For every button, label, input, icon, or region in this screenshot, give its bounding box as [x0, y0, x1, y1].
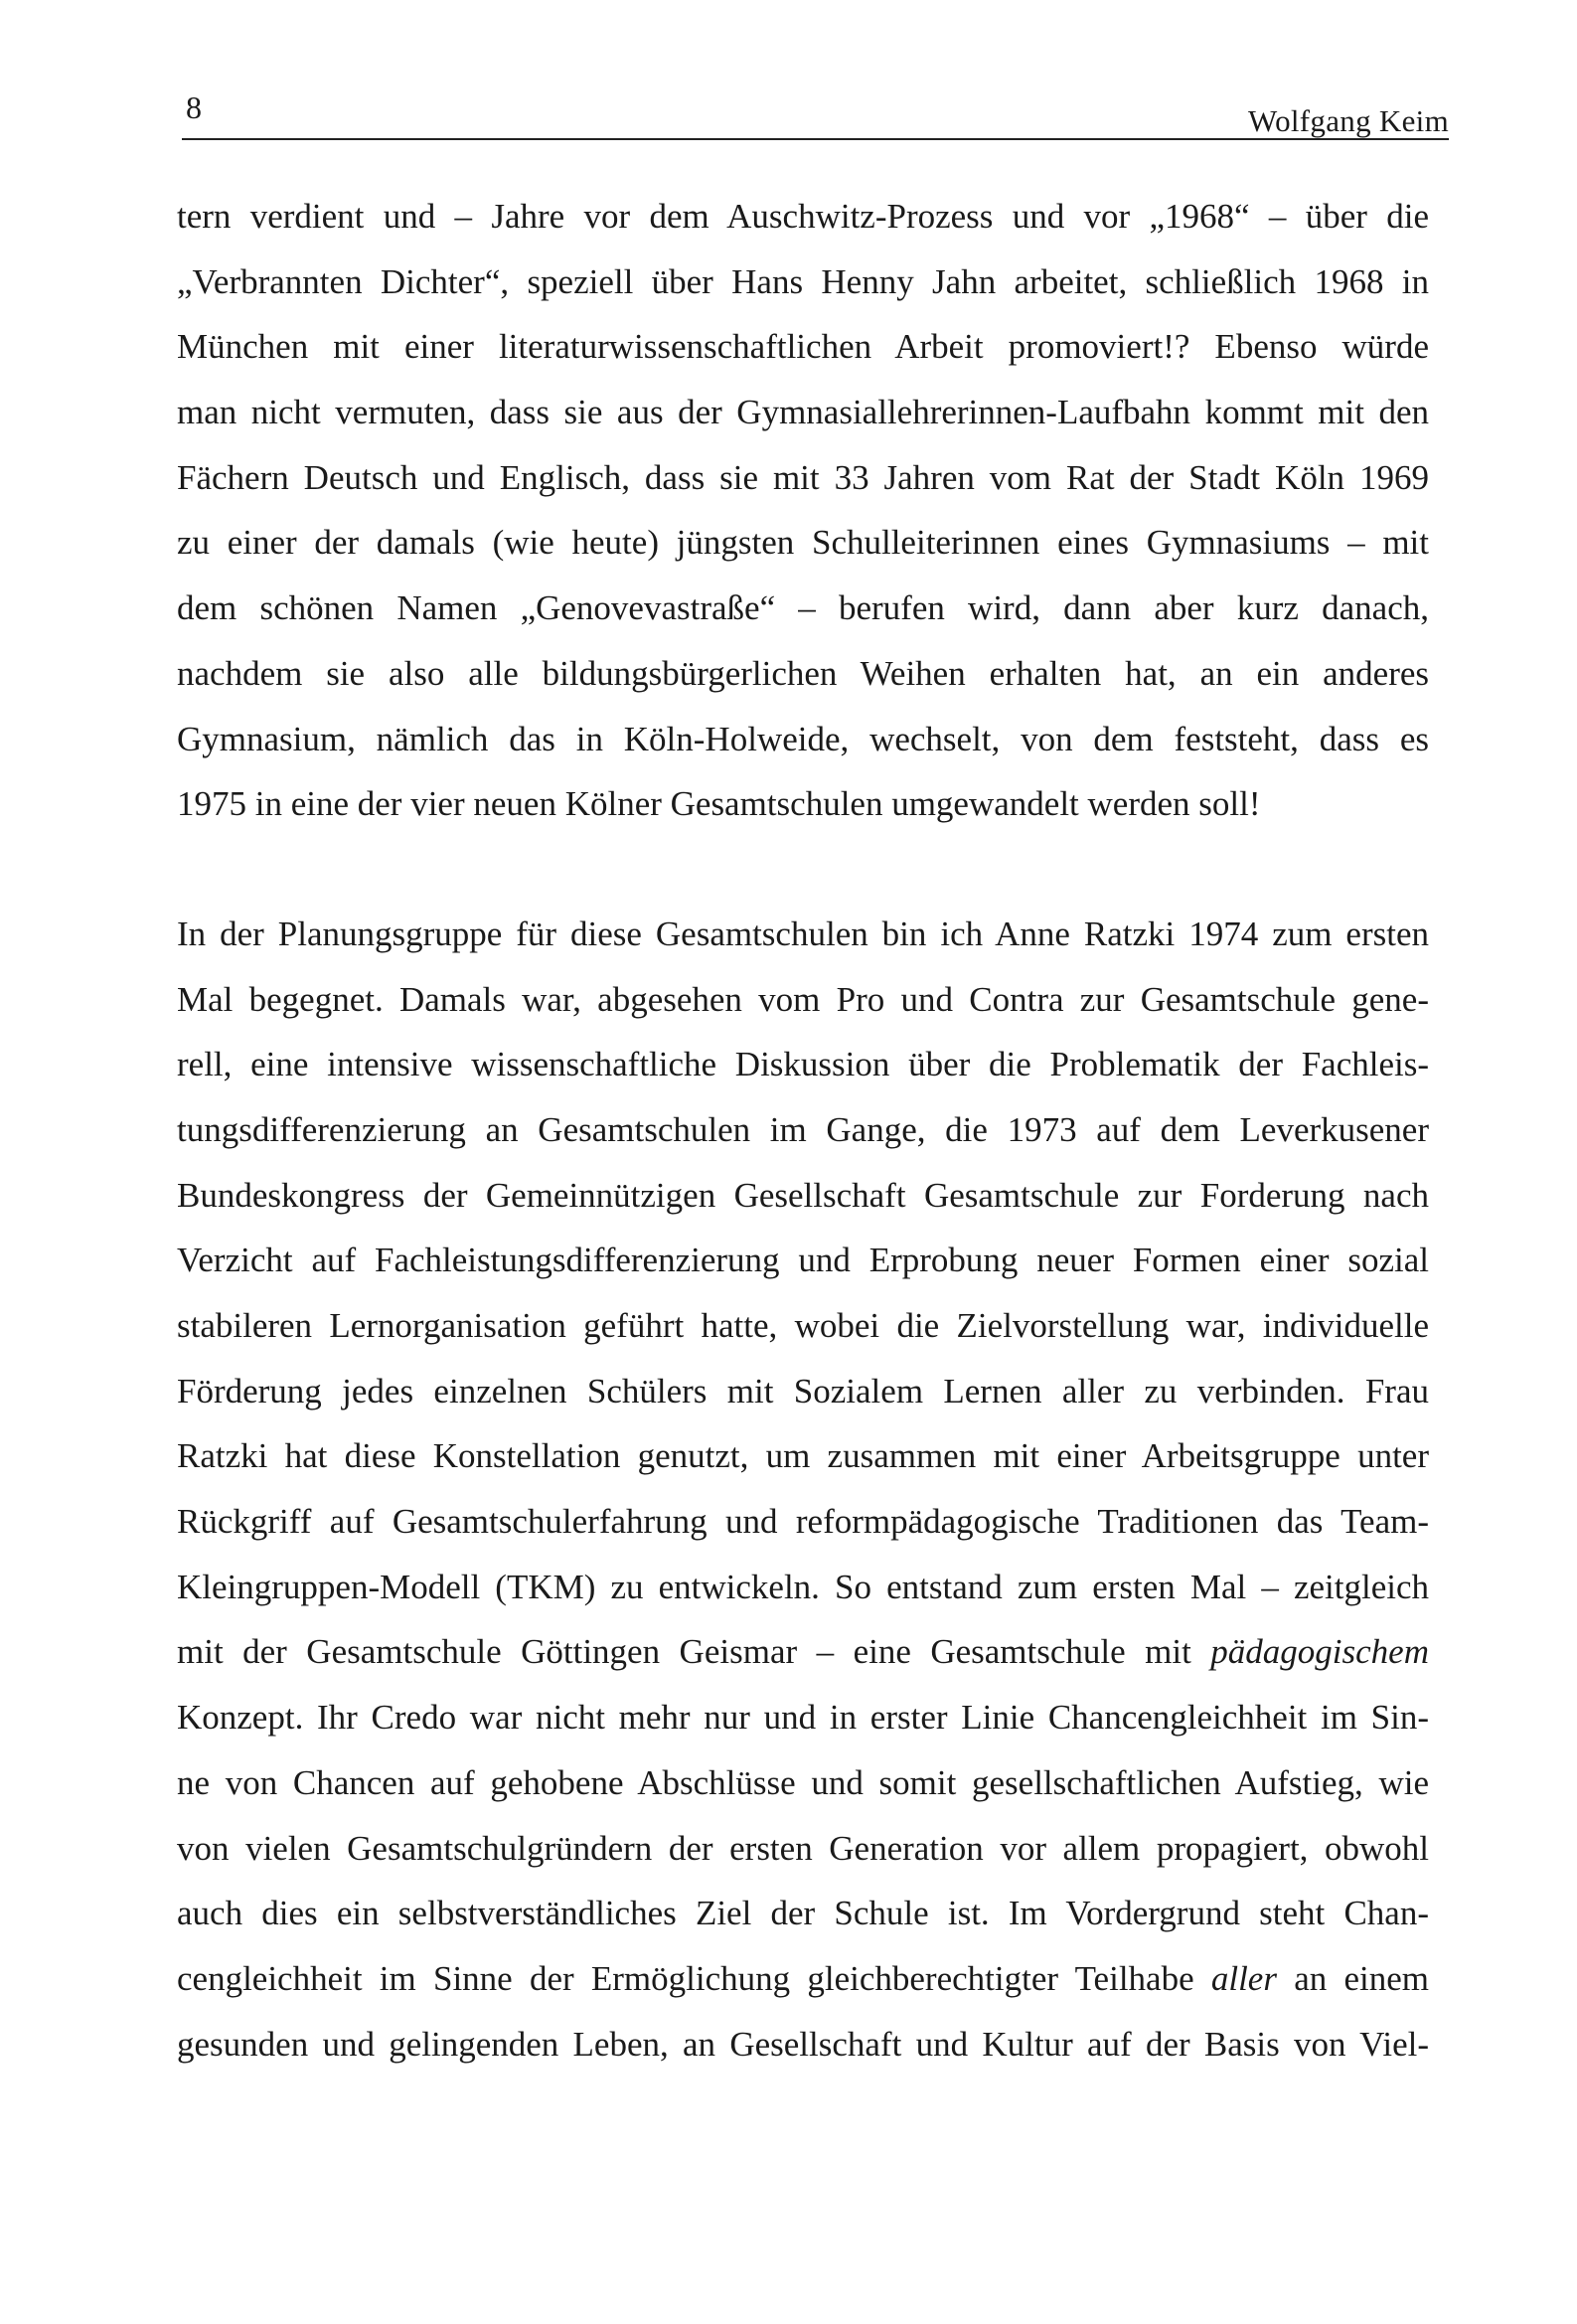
text-line: Kleingruppen-Modell (TKM) zu entwickeln. So entstand zum ersten Mal – zeitgleich — [177, 1567, 1429, 1606]
text-line: nachdem sie also alle bildungsbürgerlichen Weihen erhalten hat, an ein anderes — [177, 653, 1429, 693]
text-line: In der Planungsgruppe für diese Gesamtschulen bin ich Anne Ratzki 1974 zum ersten — [177, 913, 1429, 953]
text-line: ne von Chancen auf gehobene Abschlüsse und somit gesellschaftlichen Aufstieg, wie — [177, 1762, 1429, 1802]
text-line: Mal begegnet. Damals war, abgesehen vom Pro und Contra zur Gesamtschule gene- — [177, 979, 1429, 1019]
text-line: dem schönen Namen „Genovevastraße“ – berufen wird, dann aber kurz danach, — [177, 588, 1429, 628]
text-line-with-emphasis — [177, 1946, 1429, 2012]
text-line: tern verdient und – Jahre vor dem Auschwitz-Prozess und vor „1968“ – über die — [177, 197, 1429, 236]
paragraph-1 — [177, 184, 1429, 837]
page-number: 8 — [186, 89, 202, 125]
text-line: Bundeskongress der Gemeinnützigen Gesellschaft Gesamtschule zur Forderung nach — [177, 1175, 1429, 1215]
text-line: rell, eine intensive wissenschaftliche Diskussion über die Problematik der Fachleis- — [177, 1045, 1429, 1084]
running-head-author: Wolfgang Keim — [1248, 103, 1449, 138]
text-line: man nicht vermuten, dass sie aus der Gymnasiallehrerinnen-Laufbahn kommt mit den — [177, 393, 1429, 432]
paragraph-2 — [177, 902, 1429, 2076]
text-line: „Verbrannten Dichter“, speziell über Hans Henny Jahn arbeitet, schließlich 1968 in — [177, 261, 1429, 301]
text-line: von vielen Gesamtschulgründern der ersten Generation vor allem propagiert, obwohl — [177, 1828, 1429, 1868]
text-line: gesunden und gelingenden Leben, an Gesellschaft und Kultur auf der Basis von Viel- — [177, 2024, 1429, 2064]
line-text: mit der Gesamtschule Göttingen Geismar – eine Gesamtschule mit — [177, 1632, 1211, 1672]
body-text — [177, 184, 1429, 2076]
text-line: Gymnasium, nämlich das in Köln-Holweide, wechselt, von dem feststeht, dass es — [177, 719, 1429, 758]
text-line: tungsdifferenzierung an Gesamtschulen im Gange, die 1973 auf dem Leverkusener — [177, 1109, 1429, 1149]
paragraph-gap — [177, 837, 1429, 902]
text-line: Verzicht auf Fachleistungsdifferenzierung und Erprobung neuer Formen einer sozial — [177, 1241, 1429, 1280]
text-line: Konzept. Ihr Credo war nicht mehr nur und in erster Linie Chancengleichheit im Sin- — [177, 1698, 1429, 1738]
line-text: cengleichheit im Sinne der Ermöglichung gleichberechtigter Teilhabe — [177, 1958, 1211, 1998]
text-line: auch dies ein selbstverständliches Ziel der Schule ist. Im Vordergrund steht Chan- — [177, 1894, 1429, 1933]
text-line: München mit einer literaturwissenschaftlichen Arbeit promoviert!? Ebenso würde — [177, 327, 1429, 367]
text-line: 1975 in eine der vier neuen Kölner Gesamtschulen umgewandelt werden soll! — [177, 784, 1261, 824]
text-line: Förderung jedes einzelnen Schülers mit Sozialem Lernen aller zu verbinden. Frau — [177, 1371, 1429, 1411]
text-line: zu einer der damals (wie heute) jüngsten Schulleiterinnen eines Gymnasiums – mit — [177, 523, 1429, 563]
text-line: stabileren Lernorganisation geführt hatte, wobei die Zielvorstellung war, individuelle — [177, 1306, 1429, 1345]
text-line: Ratzki hat diese Konstellation genutzt, um zusammen mit einer Arbeitsgruppe unter — [177, 1436, 1429, 1476]
text-line: Rückgriff auf Gesamtschulerfahrung und reformpädagogische Traditionen das Team- — [177, 1502, 1429, 1542]
header-rule — [182, 138, 1449, 140]
text-line-with-emphasis — [177, 1619, 1429, 1685]
page-header — [182, 82, 1449, 141]
line-text: an einem — [1276, 1958, 1430, 1998]
emphasis-text: pädagogischem — [1210, 1632, 1429, 1672]
emphasis-text: aller — [1210, 1958, 1277, 1998]
text-line: Fächern Deutsch und Englisch, dass sie mit 33 Jahren vom Rat der Stadt Köln 1969 — [177, 457, 1429, 497]
